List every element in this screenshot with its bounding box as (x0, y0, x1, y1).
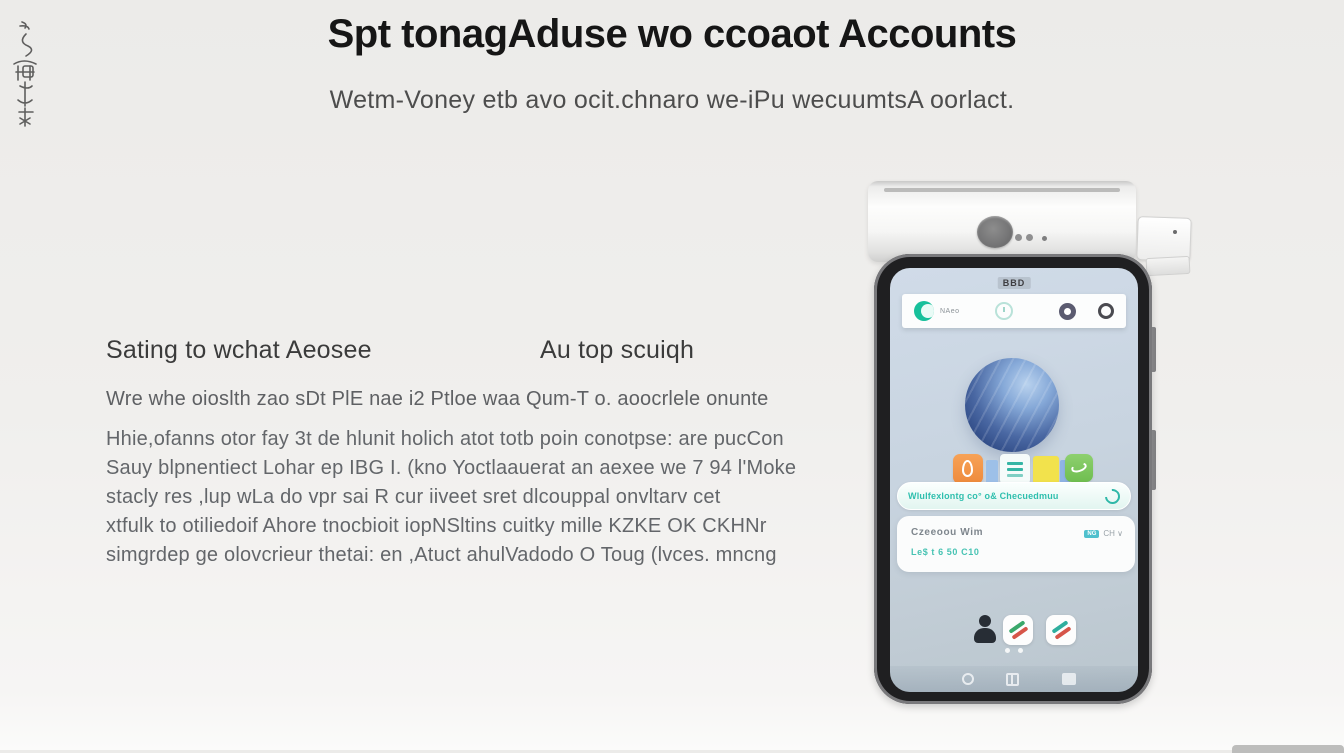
nav-back-icon (962, 673, 974, 685)
nav-recents-icon (1062, 673, 1076, 685)
clip-foot (1146, 256, 1191, 276)
card-title: Czeeoou Wim (911, 527, 984, 538)
content-columns (106, 336, 846, 570)
card-badge: NG (1084, 530, 1099, 538)
screen-toolbar (902, 294, 1126, 328)
ring-icon-dark (1059, 303, 1076, 320)
camera-lens-icon (977, 216, 1013, 248)
clip-screw-icon (1173, 230, 1177, 234)
body-line: stacly res ,lup wLa do vpr sai R cur iiveet sret dlcouppal onvltarv cet (106, 486, 721, 508)
left-column-heading: Sating to wchat Aeosee (106, 336, 372, 364)
body-paragraph (106, 425, 846, 570)
card-meta: CH ∨ (1103, 529, 1123, 538)
clock-icon (995, 302, 1013, 320)
indicator-dot (1015, 234, 1022, 241)
right-column-heading: Au top scuiqh (540, 336, 695, 364)
pencil-app-icon (1046, 615, 1076, 645)
page-dots (890, 648, 1138, 653)
green-app-icon (1065, 454, 1093, 482)
stripes-app-icon (1000, 454, 1030, 484)
navigation-bar (890, 666, 1138, 692)
page-subtitle: Wetm-Voney etb avo ocit.chnaro we-iPu wecuumtsA oorlact. (329, 86, 1015, 114)
body-line: simgrdep ge olovcrieur thetai: en ,Atuct ahulVadodo O Toug (lvces. mncng (106, 544, 777, 566)
intro-paragraph: Wre whe oioslth zao sDt PlE nae i2 Ptloe waa Qum-T o. aoocrlele onunte (106, 388, 769, 410)
side-clip (1136, 216, 1192, 262)
ring-icon-outline (1098, 303, 1114, 319)
indicator-dot (1026, 234, 1033, 241)
globe-wallpaper (965, 358, 1059, 452)
status-badge: BBD (998, 277, 1031, 289)
indicator-dot (1042, 236, 1047, 241)
body-line: Hhie,ofanns otor fay 3t de hlunit holich atot totb poin conotpse: are pucCon (106, 428, 784, 450)
blue-widget-tab (986, 460, 998, 484)
page-title: Spt tonagAduse wo ccoaot Accounts (327, 12, 1017, 56)
toolbar-app-label: NAeo (940, 307, 960, 315)
nav-home-icon (1006, 673, 1019, 686)
notification-banner (897, 482, 1131, 510)
body-line: Sauy blpnentiect Lohar ep IBG I. (kno Yoctlaauerat an aexee we 7 94 l'Moke (106, 457, 797, 479)
brush-app-icon (1003, 615, 1033, 645)
refresh-icon (1102, 485, 1123, 506)
yellow-app-icon (1033, 456, 1059, 484)
account-card (897, 516, 1135, 572)
phone-screen (890, 268, 1138, 692)
person-icon (973, 615, 997, 643)
banner-text: Wlulfexlontg co° o& Checuedmuu (908, 491, 1059, 501)
corner-element (1232, 745, 1344, 753)
card-amount: Le$ t 6 50 C10 (911, 547, 980, 557)
card-meta-group (1084, 529, 1123, 538)
crescent-app-icon (914, 301, 934, 321)
orange-app-icon (953, 454, 983, 484)
module-edge-line (884, 188, 1120, 192)
body-line: xtfulk to otiliedoif Ahore tnocbioit iopNSltins cuitky mille KZKE OK CKHNr (106, 515, 767, 537)
